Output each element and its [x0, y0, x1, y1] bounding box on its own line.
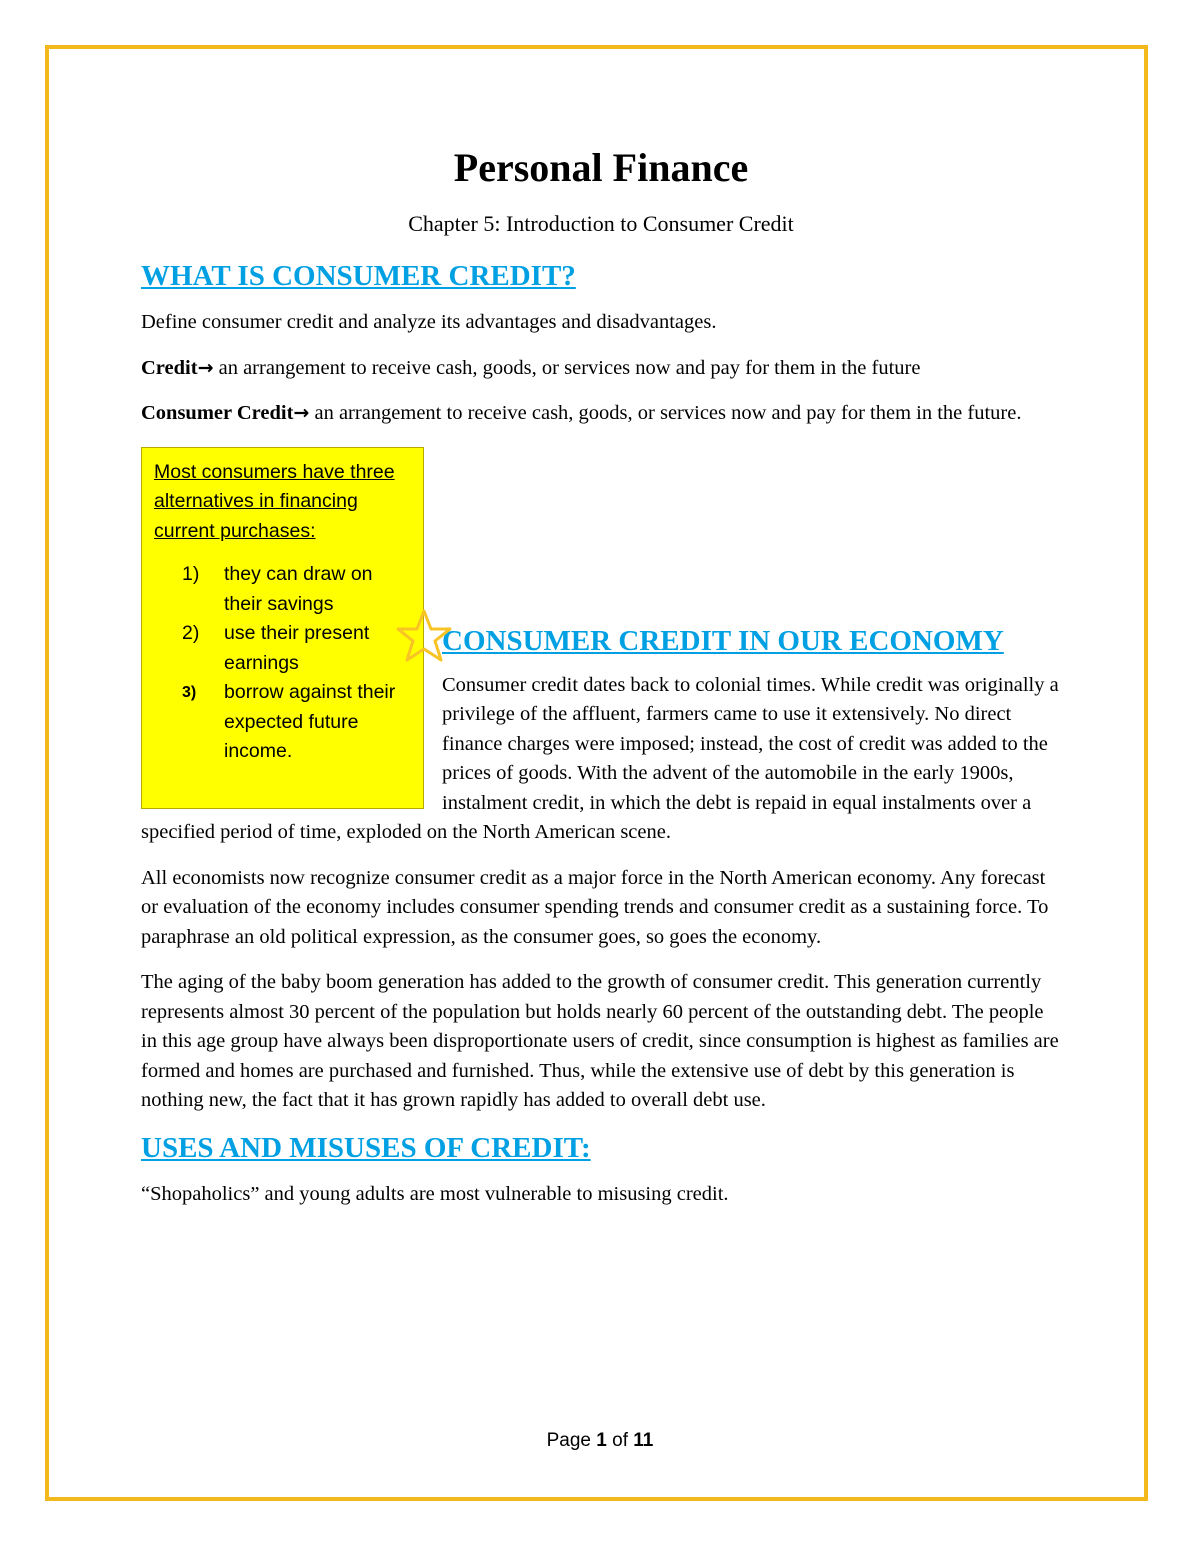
star-icon: [395, 608, 453, 664]
credit-definition: [141, 354, 1061, 384]
list-item-number: 2): [182, 622, 200, 644]
list-item-text: they can draw on their savings: [224, 563, 373, 615]
consumer-credit-definition: [141, 399, 1061, 429]
callout-box: [141, 447, 424, 809]
right-arrow-icon: →: [293, 402, 310, 424]
section-heading-what-is-consumer-credit: WHAT IS CONSUMER CREDIT?: [141, 260, 576, 292]
economy-paragraph-3: The aging of the baby boom generation has added to the growth of consumer credit. This generation currently represents almost 30 percent of the population but holds nearly 60 percent of the outstanding debt. The people in this age group have always been disproportionate users of credit, since consumption is highest as families are formed and homes are purchased and furnished. Thus, while the extensive use of debt by this generation is nothing new, the fact that it has grown rapidly has added to overall debt use.: [141, 971, 1059, 1111]
current-page-number: 1: [596, 1430, 607, 1451]
economy-section: [141, 447, 1061, 848]
of-label: of: [606, 1430, 634, 1451]
list-item-text: borrow against their expected future income.: [224, 681, 396, 762]
economy-paragraph-1: Consumer credit dates back to colonial times. While credit was originally a privilege of the affluent, farmers came to use it extensively. No direct finance charges were imposed; instead, the cost of credit was added to the prices of goods. With the advent of the automobile in the early 1900s, instalment credit, in which the debt is repaid in equal instalments over a specified period of time, exploded on the North American scene.: [141, 673, 1059, 843]
page-footer: [0, 1430, 1200, 1452]
section-heading-uses-misuses: USES AND MISUSES OF CREDIT:: [141, 1131, 591, 1164]
right-arrow-icon: →: [197, 356, 214, 379]
page-content: [141, 140, 1061, 1209]
list-item-number: 1): [182, 563, 200, 585]
callout-list: [154, 560, 411, 767]
list-item: [154, 678, 411, 767]
list-item-text: use their present earnings: [224, 622, 370, 674]
uses-paragraph: “Shopaholics” and young adults are most vulnerable to misusing credit.: [141, 1182, 729, 1205]
credit-def-text: an arrangement to receive cash, goods, or services now and pay for them in the future: [213, 356, 921, 379]
consumer-credit-def-text: an arrangement to receive cash, goods, or services now and pay for them in the future.: [309, 402, 1022, 424]
credit-term: Credit: [141, 356, 198, 379]
page-label: Page: [546, 1430, 597, 1451]
consumer-credit-term: Consumer Credit: [141, 402, 294, 424]
section-heading-consumer-credit-economy: CONSUMER CREDIT IN OUR ECONOMY: [442, 624, 1004, 657]
section1-intro: Define consumer credit and analyze its advantages and disadvantages.: [141, 311, 717, 333]
economy-paragraph-2: All economists now recognize consumer credit as a major force in the North American economy. Any forecast or evaluation of the economy includes consumer spending trends and consumer credit as a sustaining force. To paraphrase an old political expression, as the consumer goes, so goes the economy.: [141, 866, 1049, 948]
document-subtitle: Chapter 5: Introduction to Consumer Credit: [408, 211, 794, 236]
list-item: [154, 560, 411, 619]
callout-intro: Most consumers have three alternatives in financing current purchases:: [154, 460, 395, 542]
total-pages: 11: [633, 1430, 654, 1451]
list-item-number: 3): [182, 684, 197, 701]
document-title: Personal Finance: [453, 145, 749, 190]
list-item: [154, 619, 411, 678]
